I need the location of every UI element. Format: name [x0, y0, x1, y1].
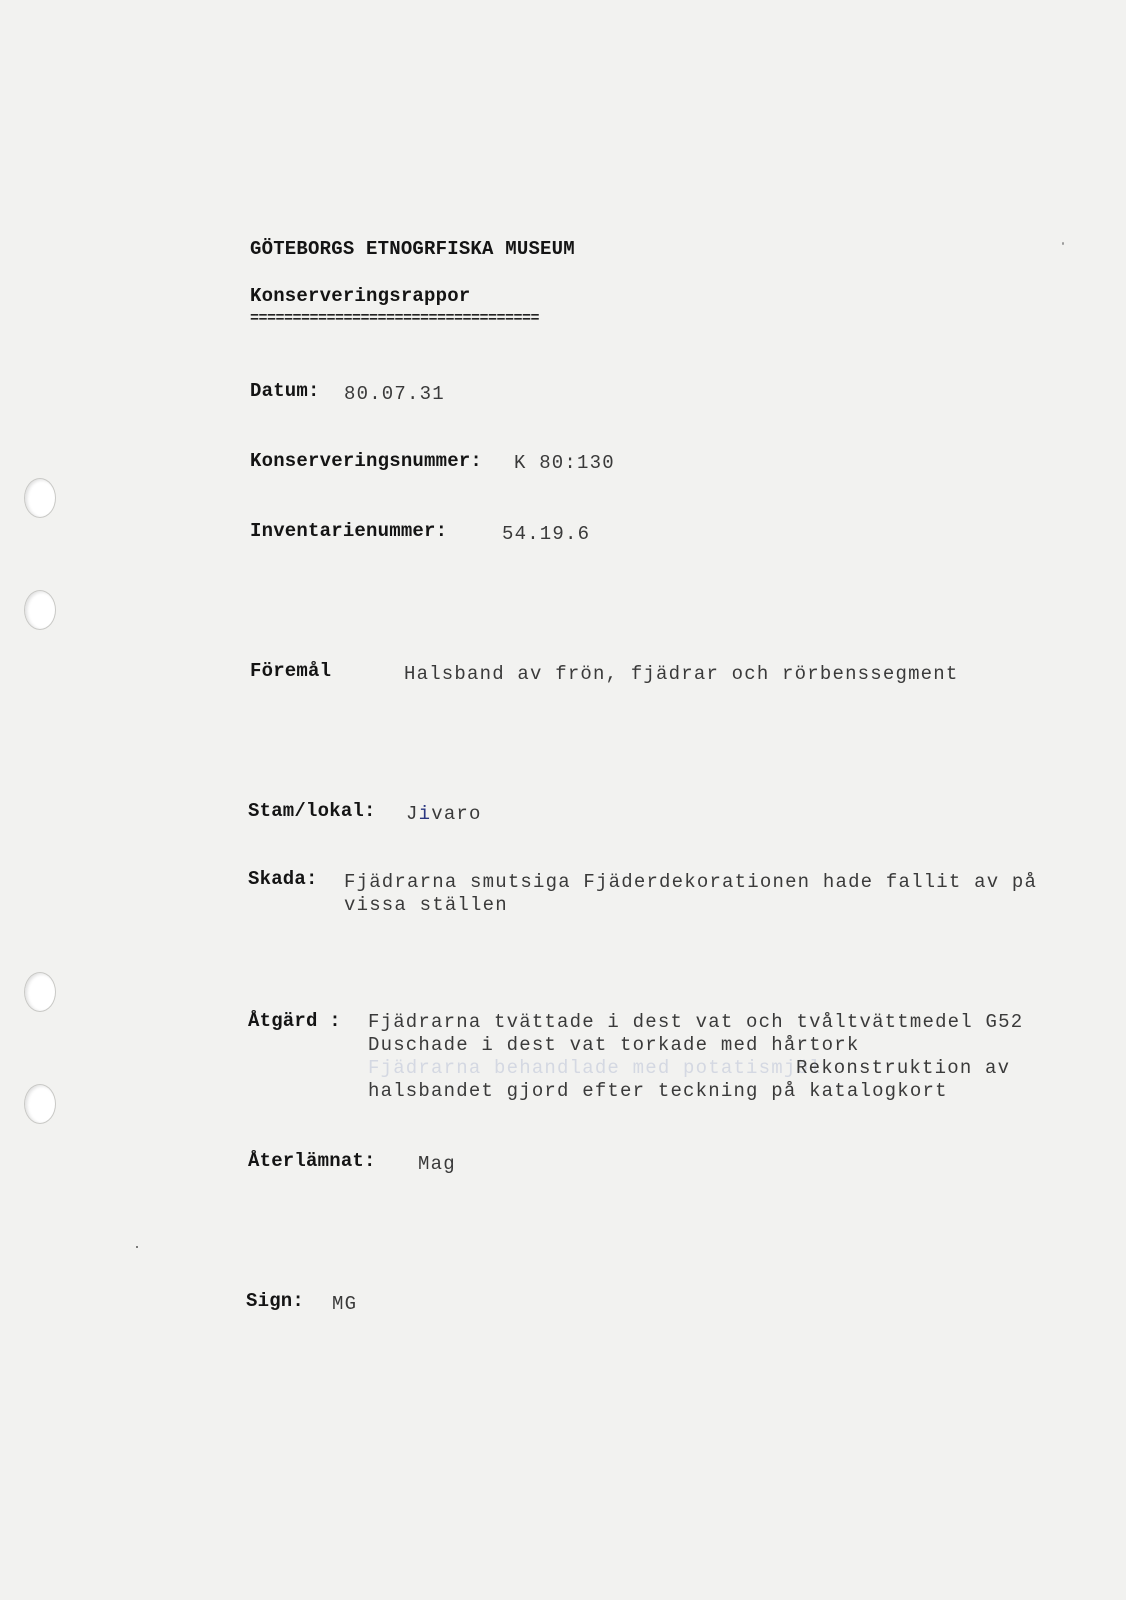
signature-value: MG	[332, 1293, 358, 1315]
ink-correction-letter: i	[418, 803, 432, 825]
paper-speck	[136, 1246, 138, 1248]
date-value: 80.07.31	[344, 383, 445, 405]
treatment-label: Åtgärd :	[248, 1010, 341, 1032]
inventory-number-label: Inventarienummer:	[250, 520, 448, 542]
paper-speck	[1062, 242, 1064, 245]
tribe-locality-label: Stam/lokal:	[248, 800, 376, 822]
object-value: Halsband av frön, fjädrar och rörbenssegment	[404, 663, 959, 685]
treatment-line-4: halsbandet gjord efter teckning på katalogkort	[368, 1080, 948, 1102]
tribe-locality-value	[406, 803, 482, 825]
tribe-locality-prefix: J	[406, 803, 419, 825]
date-label: Datum:	[250, 380, 320, 402]
damage-label: Skada:	[248, 868, 318, 890]
object-label: Föremål	[250, 660, 332, 682]
treatment-line-1: Fjädrarna tvättade i dest vat och tvåltvättmedel G52	[368, 1011, 1024, 1033]
damage-line-1: Fjädrarna smutsiga Fjäderdekorationen hade fallit av på	[344, 871, 1038, 893]
punch-hole-3	[24, 972, 56, 1012]
punch-hole-4	[24, 1084, 56, 1124]
conservation-number-value: K 80:130	[514, 452, 615, 474]
returned-value: Mag	[418, 1153, 456, 1175]
signature-label: Sign:	[246, 1290, 305, 1312]
report-title: Konserveringsrappor	[250, 285, 471, 307]
punch-hole-2	[24, 590, 56, 630]
museum-name: GÖTEBORGS ETNOGRFISKA MUSEUM	[250, 238, 575, 260]
title-rule: ==================================	[250, 310, 540, 327]
treatment-line-2: Duschade i dest vat torkade med hårtork	[368, 1034, 860, 1056]
tribe-locality-suffix: varo	[431, 803, 482, 825]
treatment-line-3: Rekonstruktion av	[796, 1057, 1011, 1079]
conservation-number-label: Konserveringsnummer:	[250, 450, 483, 472]
damage-line-2: vissa ställen	[344, 894, 508, 916]
punch-hole-1	[24, 478, 56, 518]
returned-label: Återlämnat:	[248, 1150, 376, 1172]
inventory-number-value: 54.19.6	[502, 523, 591, 545]
treatment-erased-text: Fjädrarna behandlade med potatismjöl	[368, 1057, 822, 1079]
